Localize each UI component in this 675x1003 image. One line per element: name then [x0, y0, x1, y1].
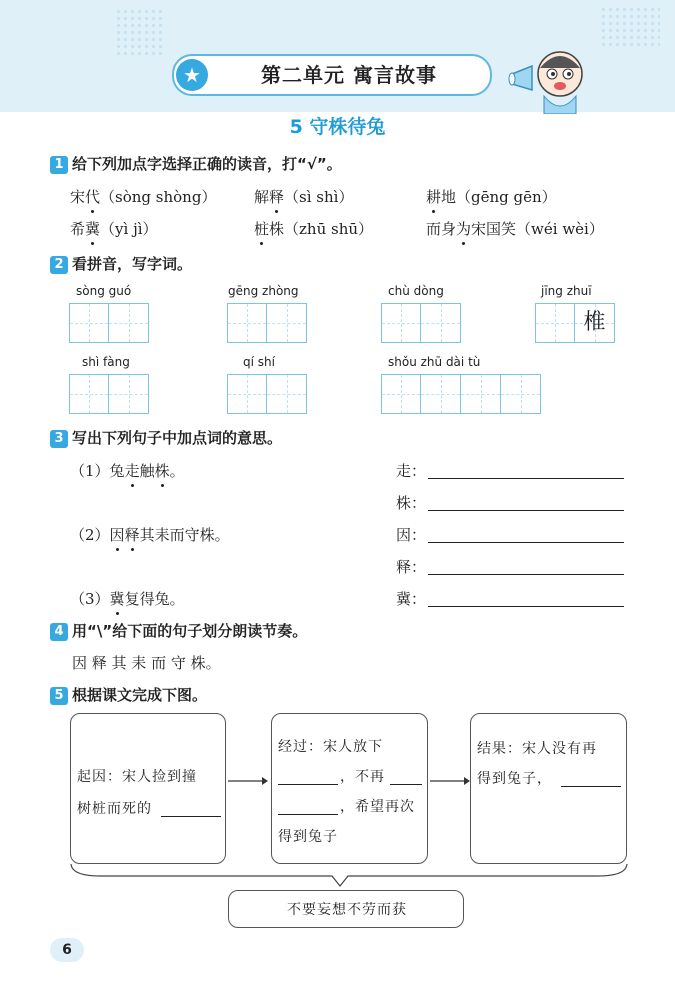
pinyin-label: jīng zhuī	[541, 284, 592, 298]
unit-title: 第二单元 寓言故事	[261, 63, 437, 87]
grid-cell[interactable]	[421, 303, 461, 343]
process-line-1: 经过：宋人放下	[278, 739, 383, 755]
writing-grid[interactable]	[227, 374, 307, 414]
arrow-right-icon	[228, 775, 270, 787]
question-number: 1	[50, 156, 68, 174]
page-number: 6	[50, 938, 84, 962]
pinyin-label: shǒu zhū dài tù	[388, 355, 481, 369]
term-label: 因：	[396, 526, 427, 544]
question-2	[50, 253, 192, 274]
arrow-right-icon	[430, 775, 472, 787]
grid-cell[interactable]	[69, 303, 109, 343]
unit-banner	[172, 54, 492, 96]
grid-cell[interactable]	[501, 374, 541, 414]
decor-dots	[115, 8, 163, 56]
question-number: 5	[50, 687, 68, 705]
result-line-2: 得到兔子，	[477, 771, 552, 787]
question-prompt: 写出下列句子中加点词的意思。	[72, 429, 283, 447]
lesson-title: 5 守株待兔	[289, 116, 386, 138]
writing-grid[interactable]	[227, 303, 307, 343]
grid-cell[interactable]	[69, 374, 109, 414]
grid-cell[interactable]	[381, 303, 421, 343]
result-line-1: 结果：宋人没有再	[477, 741, 597, 757]
answer-line[interactable]	[278, 814, 338, 815]
term-label: 株：	[396, 494, 427, 512]
answer-line[interactable]	[561, 786, 621, 787]
pinyin-label: qí shí	[243, 355, 275, 369]
answer-line[interactable]	[428, 478, 624, 479]
pinyin-label: gēng zhòng	[228, 284, 299, 298]
moral-box	[228, 890, 464, 928]
answer-line[interactable]	[390, 784, 422, 785]
q1-item: 希冀（yì jì）	[70, 220, 158, 238]
answer-line[interactable]	[428, 510, 624, 511]
grid-cell[interactable]	[227, 303, 267, 343]
q1-item: 宋代（sòng shòng）	[70, 188, 217, 206]
process-line-2: ，不再	[340, 769, 385, 785]
cause-box	[70, 713, 226, 864]
cause-line-1: 起因：宋人捡到撞	[77, 769, 197, 785]
question-4	[50, 620, 307, 641]
question-3	[50, 427, 282, 448]
mascot-megaphone-icon	[508, 44, 598, 114]
question-number: 4	[50, 623, 68, 641]
term-label: 冀：	[396, 590, 427, 608]
summary-bracket	[70, 864, 630, 890]
pinyin-label: chù dòng	[388, 284, 444, 298]
process-box	[271, 713, 428, 864]
process-line-3: ，希望再次	[340, 799, 415, 815]
grid-cell[interactable]	[267, 374, 307, 414]
q3-sentence-1: （1）兔走触株。	[70, 462, 185, 480]
grid-cell[interactable]	[535, 303, 575, 343]
question-prompt: 看拼音，写字词。	[72, 255, 193, 273]
grid-cell[interactable]	[227, 374, 267, 414]
grid-cell[interactable]	[461, 374, 501, 414]
grid-cell[interactable]	[267, 303, 307, 343]
answer-line[interactable]	[428, 606, 624, 607]
writing-grid[interactable]	[381, 374, 541, 414]
q3-sentence-2: （2）因释其耒而守株。	[70, 526, 230, 544]
pinyin-label: sòng guó	[76, 284, 132, 298]
cause-line-2: 树桩而死的	[77, 801, 152, 817]
writing-grid[interactable]	[535, 303, 615, 343]
q1-item: 桩株（zhū shū）	[254, 220, 374, 238]
question-prompt: 根据课文完成下图。	[72, 686, 208, 704]
question-1	[50, 153, 342, 174]
q1-item: 解释（sì shì）	[254, 188, 354, 206]
writing-grid[interactable]	[69, 303, 149, 343]
pinyin-label: shì fàng	[82, 355, 130, 369]
moral-text: 不要妄想不劳而获	[287, 902, 407, 918]
writing-grid[interactable]	[381, 303, 461, 343]
question-prompt: 用“\”给下面的句子划分朗读节奏。	[72, 622, 308, 640]
writing-grid[interactable]	[69, 374, 149, 414]
grid-cell[interactable]	[381, 374, 421, 414]
answer-line[interactable]	[428, 574, 624, 575]
question-number: 3	[50, 430, 68, 448]
decor-dots	[600, 6, 660, 46]
answer-line[interactable]	[161, 816, 221, 817]
result-box	[470, 713, 627, 864]
grid-cell[interactable]	[109, 303, 149, 343]
answer-line[interactable]	[278, 784, 338, 785]
q1-item: 而身为宋国笑（wéi wèi）	[426, 220, 604, 238]
grid-cell[interactable]	[109, 374, 149, 414]
grid-cell[interactable]	[421, 374, 461, 414]
q3-sentence-3: （3）冀复得兔。	[70, 590, 185, 608]
term-label: 释：	[396, 558, 427, 576]
q4-sentence[interactable]: 因 释 其 耒 而 守 株。	[72, 654, 221, 672]
question-5	[50, 684, 207, 705]
question-number: 2	[50, 256, 68, 274]
q1-item: 耕地（gēng gēn）	[426, 188, 557, 206]
grid-cell[interactable]: 椎	[575, 303, 615, 343]
answer-line[interactable]	[428, 542, 624, 543]
question-prompt: 给下列加点字选择正确的读音，打“√”。	[72, 155, 342, 173]
term-label: 走：	[396, 462, 427, 480]
process-line-4: 得到兔子	[278, 829, 338, 845]
star-icon: ★	[176, 59, 208, 91]
